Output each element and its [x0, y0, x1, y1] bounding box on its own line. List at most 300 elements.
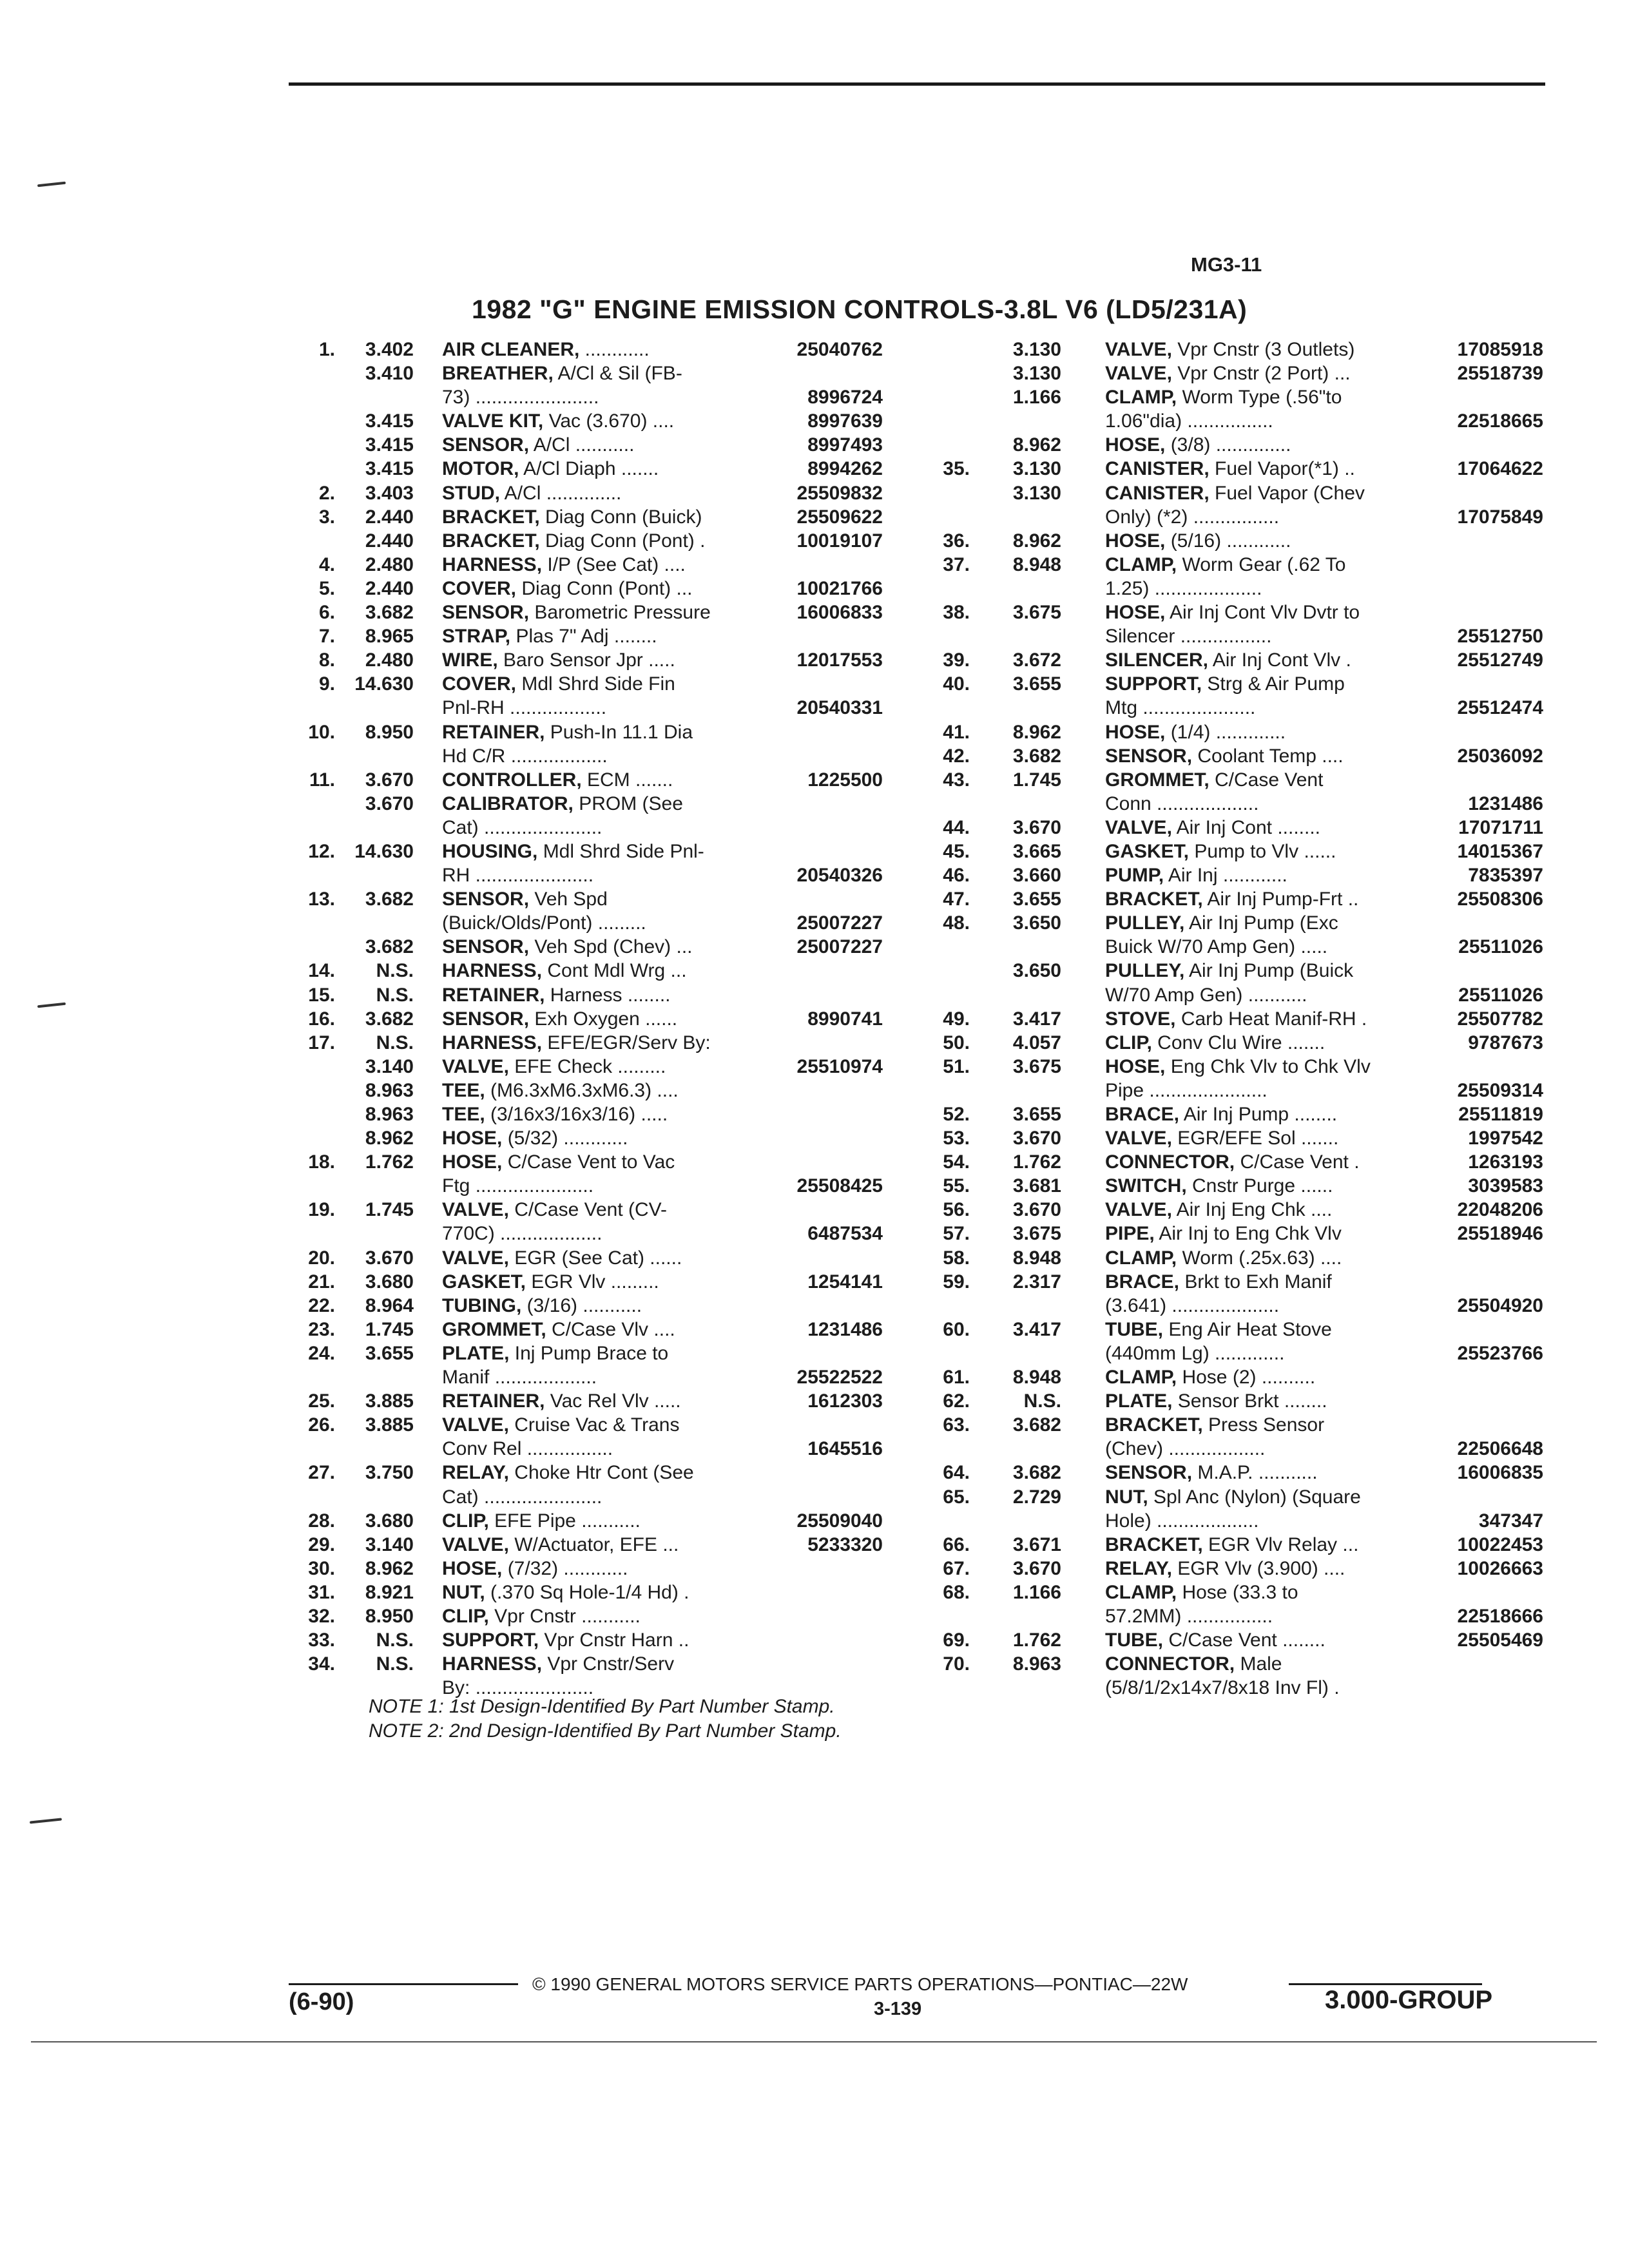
- part-number: 25512749: [1457, 649, 1543, 671]
- parts-row: [976, 505, 1543, 529]
- leader-dots: .....: [1295, 936, 1328, 958]
- parts-row: [342, 744, 896, 768]
- part-spec: Hd C/R: [442, 745, 506, 767]
- part-description: [442, 935, 693, 959]
- group-number: 3.660: [1012, 865, 1061, 887]
- part-description: [1105, 1246, 1342, 1270]
- item-number: 40.: [943, 673, 970, 695]
- part-description: [442, 361, 682, 385]
- part-spec: Mdl Shrd Side Pnl-: [537, 840, 704, 862]
- parts-row: [943, 601, 1530, 624]
- group-number: 8.948: [1012, 1247, 1061, 1269]
- leader-dots: ........: [1289, 1104, 1338, 1125]
- part-number: 20540331: [796, 697, 883, 719]
- part-description: [1105, 361, 1351, 385]
- part-spec: (5/8/1/2x14x7/8x18 Inv Fl): [1105, 1677, 1329, 1699]
- leader-dots: ............: [1221, 530, 1291, 552]
- parts-row: [943, 1557, 1543, 1581]
- item-number: 64.: [943, 1462, 970, 1484]
- part-spec: EGR Vlv Relay: [1202, 1533, 1338, 1555]
- part-spec: Mtg: [1105, 697, 1138, 719]
- part-description: [442, 433, 634, 457]
- part-name: WIRE,: [442, 649, 498, 671]
- item-number: 49.: [943, 1008, 970, 1030]
- parts-row: [943, 840, 1543, 863]
- item-number: 3.: [318, 506, 335, 528]
- part-spec: Veh Spd (Chev): [529, 936, 671, 958]
- part-spec: Conv Rel: [442, 1438, 522, 1460]
- part-description: [1105, 1031, 1325, 1055]
- parts-row: [342, 911, 896, 935]
- leader-dots: ........: [1271, 816, 1320, 838]
- parts-row: [342, 696, 896, 720]
- part-description: [1105, 553, 1345, 577]
- part-spec: Inj Pump Brace to: [509, 1342, 669, 1364]
- parts-row: [943, 672, 1530, 696]
- parts-row: [308, 1341, 896, 1365]
- part-number: 25508306: [1457, 889, 1543, 910]
- leader-dots: .: [694, 530, 706, 552]
- leader-dots: .........: [592, 912, 646, 934]
- leader-dots: .......: [615, 458, 659, 480]
- group-number: 3.130: [1012, 339, 1061, 360]
- item-number: 36.: [943, 530, 970, 552]
- part-description: [1105, 792, 1258, 816]
- leader-dots: .: [1348, 1151, 1360, 1173]
- part-description: [442, 409, 674, 433]
- part-name: SENSOR,: [1105, 745, 1193, 767]
- leader-dots: .............: [1210, 721, 1286, 743]
- leader-dots: ..................: [1163, 1438, 1266, 1460]
- part-description: [1105, 577, 1262, 601]
- part-spec: (3/16): [521, 1294, 578, 1316]
- part-spec: (Buick/Olds/Pont): [442, 912, 593, 934]
- group-number: 8.962: [1012, 721, 1061, 743]
- part-name: VALVE,: [442, 1533, 509, 1555]
- part-spec: EGR/EFE Sol: [1171, 1128, 1296, 1149]
- part-description: [442, 1198, 667, 1222]
- part-name: GASKET,: [1105, 840, 1190, 862]
- item-number: 65.: [943, 1486, 970, 1508]
- group-number: 3.130: [1012, 363, 1061, 385]
- part-description: [442, 529, 705, 553]
- part-description: [1105, 696, 1255, 720]
- part-spec: (440mm Lg): [1105, 1342, 1210, 1364]
- part-name: CANISTER,: [1105, 482, 1210, 504]
- part-description: [442, 338, 650, 361]
- part-description: [1105, 911, 1338, 935]
- part-spec: (7/32): [502, 1557, 559, 1579]
- group-number: 3.655: [1012, 673, 1061, 695]
- group-number: 8.962: [1012, 434, 1061, 456]
- part-number: 25523766: [1457, 1342, 1543, 1364]
- leader-dots: ...........: [570, 434, 635, 456]
- part-name: SENSOR,: [1105, 1462, 1193, 1484]
- part-name: TEE,: [442, 1079, 485, 1101]
- part-name: GROMMET,: [1105, 769, 1210, 791]
- parts-row: [308, 1604, 896, 1628]
- part-spec: A/Cl & Sil (FB-: [553, 363, 682, 385]
- part-description: [1105, 1509, 1258, 1533]
- part-description: [442, 1557, 628, 1581]
- part-number: 25509622: [796, 506, 883, 528]
- leader-dots: ........: [1277, 1629, 1325, 1651]
- part-description: [1105, 433, 1291, 457]
- part-description: [442, 768, 673, 792]
- item-number: 26.: [308, 1414, 335, 1436]
- leader-dots: ..: [1338, 458, 1355, 480]
- parts-row: [943, 1533, 1543, 1557]
- part-name: BRACKET,: [442, 530, 540, 552]
- group-number: 3.682: [365, 602, 414, 624]
- item-number: 21.: [308, 1271, 335, 1293]
- leader-dots: .........: [605, 1271, 659, 1293]
- part-number: 9787673: [1468, 1032, 1543, 1053]
- part-name: BRACKET,: [1105, 1533, 1203, 1555]
- leader-dots: ............: [1217, 865, 1287, 887]
- leader-dots: .: [678, 1581, 689, 1603]
- group-number: 3.680: [365, 1271, 414, 1293]
- leader-dots: .......: [1282, 1032, 1325, 1053]
- group-number: 3.670: [1012, 1128, 1061, 1149]
- leader-dots: ................: [1181, 1605, 1273, 1627]
- part-spec: 770C): [442, 1223, 495, 1245]
- parts-row: [943, 1389, 1530, 1413]
- part-number: 25512474: [1457, 697, 1543, 719]
- part-name: HOSE,: [442, 1557, 503, 1579]
- parts-row: [318, 338, 896, 361]
- part-name: HOUSING,: [442, 840, 538, 862]
- group-number: 8.964: [365, 1294, 414, 1316]
- group-number: 3.670: [1012, 1199, 1061, 1221]
- part-spec: Silencer: [1105, 626, 1175, 648]
- item-number: 68.: [943, 1581, 970, 1603]
- part-spec: Air Inj to Eng Chk Vlv: [1154, 1223, 1342, 1245]
- part-name: BRACE,: [1105, 1104, 1180, 1125]
- part-description: [442, 1007, 677, 1031]
- parts-row: [943, 1652, 1530, 1676]
- leader-dots: ...: [671, 577, 693, 599]
- part-description: [442, 1174, 593, 1198]
- part-name: HOSE,: [1105, 1055, 1166, 1077]
- item-number: 50.: [943, 1032, 970, 1053]
- leader-dots: ...................: [1151, 1510, 1259, 1532]
- parts-row: [943, 1628, 1543, 1652]
- parts-row: [943, 457, 1543, 481]
- part-number: 8990741: [807, 1008, 883, 1030]
- part-description: [1105, 409, 1273, 433]
- part-name: BRACKET,: [1105, 1414, 1203, 1436]
- part-spec: A/Cl: [500, 482, 541, 504]
- part-spec: Pump to Vlv: [1189, 840, 1299, 862]
- parts-row: [308, 1413, 896, 1437]
- part-description: [1105, 457, 1355, 481]
- parts-row: [976, 1509, 1543, 1533]
- part-spec: C/Case Vent (CV-: [508, 1199, 668, 1221]
- item-number: 17.: [308, 1032, 335, 1053]
- part-description: [1105, 648, 1351, 672]
- part-name: PLATE,: [442, 1342, 510, 1364]
- parts-row: [342, 385, 896, 409]
- part-description: [442, 1652, 674, 1676]
- group-number: 3.675: [1012, 1223, 1061, 1245]
- part-number: 25507782: [1457, 1008, 1543, 1030]
- parts-row: [976, 433, 1530, 457]
- part-description: [1105, 1126, 1338, 1150]
- item-number: 56.: [943, 1199, 970, 1221]
- part-name: HARNESS,: [442, 1032, 543, 1053]
- leader-dots: .....................: [1137, 697, 1256, 719]
- part-spec: C/Case Vent: [1235, 1151, 1349, 1173]
- part-spec: Press Sensor: [1202, 1414, 1325, 1436]
- group-number: 3.140: [365, 1533, 414, 1555]
- parts-row: [308, 1652, 896, 1676]
- parts-row: [342, 1485, 896, 1509]
- leader-dots: .: [1328, 1677, 1340, 1699]
- parts-row: [976, 1604, 1543, 1628]
- part-name: BREATHER,: [442, 363, 554, 385]
- part-name: HARNESS,: [442, 1653, 543, 1675]
- part-name: COVER,: [442, 673, 517, 695]
- part-name: STRAP,: [442, 626, 511, 648]
- item-number: 18.: [308, 1151, 335, 1173]
- parts-row: [943, 1031, 1543, 1055]
- part-description: [442, 696, 606, 720]
- item-number: 15.: [308, 984, 335, 1006]
- part-number: 8997493: [807, 434, 883, 456]
- parts-row: [976, 385, 1530, 409]
- group-number: 1.745: [365, 1199, 414, 1221]
- parts-row: [308, 1581, 896, 1604]
- part-spec: C/Case Vlv: [546, 1318, 649, 1340]
- leader-dots: ..............: [541, 482, 622, 504]
- parts-row: [308, 1318, 896, 1341]
- parts-row: [318, 505, 896, 529]
- parts-row: [943, 768, 1530, 792]
- scan-mark: [30, 1818, 62, 1823]
- part-spec: Baro Sensor Jpr: [497, 649, 643, 671]
- part-number: 22506648: [1457, 1438, 1543, 1460]
- item-number: 32.: [308, 1605, 335, 1627]
- part-name: VALVE,: [1105, 816, 1172, 838]
- part-spec: Mdl Shrd Side Fin: [516, 673, 675, 695]
- group-number: 8.963: [365, 1104, 414, 1125]
- part-name: SENSOR,: [442, 434, 530, 456]
- part-description: [442, 481, 621, 505]
- parts-row: [943, 816, 1543, 840]
- item-number: 69.: [943, 1629, 970, 1651]
- parts-row: [308, 1533, 896, 1557]
- leader-dots: ..: [1342, 889, 1359, 910]
- group-number: 1.745: [365, 1318, 414, 1340]
- part-spec: Cat): [442, 816, 479, 838]
- part-number: 25511026: [1458, 936, 1543, 958]
- part-name: VALVE,: [442, 1055, 509, 1077]
- part-spec: 73): [442, 387, 470, 408]
- group-number: 3.682: [365, 1008, 414, 1030]
- group-number: 3.682: [365, 889, 414, 910]
- part-name: VALVE,: [1105, 363, 1172, 385]
- part-number: 25510974: [796, 1055, 883, 1077]
- group-number: 3.672: [1012, 649, 1061, 671]
- leader-dots: ....: [1316, 745, 1344, 767]
- group-number: 3.415: [365, 410, 414, 432]
- part-spec: Barometric Pressure: [529, 602, 711, 624]
- part-name: SUPPORT,: [442, 1629, 539, 1651]
- part-number: 25007227: [796, 936, 883, 958]
- part-description: [442, 577, 693, 601]
- part-description: [1105, 1676, 1340, 1700]
- part-name: TEE,: [442, 1104, 485, 1125]
- group-number: 3.682: [1012, 1462, 1061, 1484]
- group-number: N.S.: [376, 1629, 414, 1651]
- part-description: [442, 1581, 689, 1604]
- leader-dots: ...: [1337, 1533, 1359, 1555]
- parts-row: [342, 433, 896, 457]
- group-number: 3.670: [1012, 816, 1061, 838]
- parts-row: [943, 1055, 1530, 1079]
- part-number: 3039583: [1468, 1175, 1543, 1197]
- part-description: [442, 887, 608, 911]
- parts-row: [342, 409, 896, 433]
- item-number: 29.: [308, 1533, 335, 1555]
- part-description: [442, 816, 602, 840]
- group-number: 3.403: [365, 482, 414, 504]
- parts-row: [943, 1222, 1543, 1245]
- leader-dots: ....: [651, 1079, 679, 1101]
- leader-dots: ...........: [575, 1510, 641, 1532]
- group-number: 3.650: [1012, 912, 1061, 934]
- item-number: 38.: [943, 602, 970, 624]
- group-number: 4.057: [1012, 1032, 1061, 1053]
- part-name: HARNESS,: [442, 960, 543, 982]
- part-number: 1645516: [807, 1438, 883, 1460]
- parts-row: [342, 457, 896, 481]
- part-description: [442, 1628, 689, 1652]
- part-name: COVER,: [442, 577, 517, 599]
- leader-dots: ...: [665, 960, 687, 982]
- group-number: 2.440: [365, 530, 414, 552]
- leader-dots: ..........: [1256, 1367, 1316, 1389]
- leader-dots: ............: [558, 1557, 628, 1579]
- part-spec: M.A.P.: [1192, 1462, 1253, 1484]
- part-number: 25036092: [1457, 745, 1543, 767]
- part-spec: EFE Pipe: [488, 1510, 576, 1532]
- item-number: 10.: [308, 721, 335, 743]
- part-name: SILENCER,: [1105, 649, 1209, 671]
- part-description: [1105, 1294, 1279, 1318]
- part-description: [442, 553, 686, 577]
- parts-row: [318, 601, 896, 624]
- group-number: 14.630: [354, 840, 414, 862]
- part-spec: Air Inj Cont: [1171, 816, 1272, 838]
- part-spec: Vpr Cnstr/Serv: [542, 1653, 675, 1675]
- part-description: [442, 648, 675, 672]
- part-description: [442, 1461, 694, 1485]
- part-number: 25522522: [796, 1367, 883, 1389]
- group-number: 3.750: [365, 1462, 414, 1484]
- group-number: 2.440: [365, 577, 414, 599]
- part-name: RETAINER,: [442, 984, 545, 1006]
- leader-dots: ......: [1298, 840, 1336, 862]
- part-description: [442, 1604, 641, 1628]
- group-number: 14.630: [354, 673, 414, 695]
- part-number: 22048206: [1457, 1199, 1543, 1221]
- item-number: 37.: [943, 553, 970, 575]
- item-number: 13.: [308, 889, 335, 910]
- part-description: [1105, 1007, 1367, 1031]
- item-number: 12.: [308, 840, 335, 862]
- part-description: [1105, 959, 1353, 983]
- part-name: AIR CLEANER,: [442, 339, 580, 360]
- group-number: 8.962: [365, 1128, 414, 1149]
- part-spec: Conn: [1105, 793, 1152, 814]
- part-description: [1105, 1652, 1282, 1676]
- part-spec: Plas 7" Adj: [510, 626, 609, 648]
- part-number: 1997542: [1468, 1128, 1543, 1149]
- item-number: 7.: [318, 626, 335, 648]
- part-description: [1105, 1174, 1333, 1198]
- part-name: MOTOR,: [442, 458, 519, 480]
- parts-row: [943, 863, 1543, 887]
- item-number: 5.: [318, 577, 335, 599]
- item-number: 9.: [318, 673, 335, 695]
- part-description: [1105, 1365, 1315, 1389]
- part-name: HOSE,: [1105, 602, 1166, 624]
- part-description: [1105, 840, 1336, 863]
- parts-row: [943, 1318, 1530, 1341]
- group-number: 8.921: [365, 1581, 414, 1603]
- item-number: 53.: [943, 1128, 970, 1149]
- part-description: [442, 1365, 597, 1389]
- group-number: 8.962: [1012, 530, 1061, 552]
- part-spec: Eng Air Heat Stove: [1163, 1318, 1332, 1340]
- part-spec: (3/8): [1165, 434, 1211, 456]
- part-number: 10019107: [796, 530, 883, 552]
- parts-row: [976, 1079, 1543, 1102]
- parts-row: [342, 1079, 896, 1102]
- part-description: [1105, 1461, 1318, 1485]
- leader-dots: ......: [639, 1008, 678, 1030]
- leader-dots: .....: [648, 1390, 681, 1412]
- part-spec: ECM: [581, 769, 630, 791]
- parts-row: [943, 1413, 1530, 1437]
- part-spec: Cnstr Purge: [1186, 1175, 1296, 1197]
- part-description: [1105, 935, 1327, 959]
- part-spec: Air Inj Pump-Frt: [1202, 889, 1343, 910]
- part-description: [1105, 768, 1323, 792]
- item-number: 6.: [318, 602, 335, 624]
- leader-dots: .......: [630, 769, 673, 791]
- part-spec: 1.06"dia): [1105, 410, 1182, 432]
- group-number: 2.729: [1012, 1486, 1061, 1508]
- part-spec: Cont Mdl Wrg: [542, 960, 666, 982]
- parts-row: [943, 529, 1530, 553]
- part-name: SWITCH,: [1105, 1175, 1187, 1197]
- part-number: 25509832: [796, 482, 883, 504]
- part-number: 10026663: [1457, 1557, 1543, 1579]
- part-description: [442, 1150, 675, 1174]
- part-description: [1105, 1270, 1332, 1294]
- group-number: 3.415: [365, 458, 414, 480]
- part-description: [442, 983, 671, 1007]
- parts-row: [342, 1126, 896, 1150]
- parts-row: [943, 1581, 1530, 1604]
- part-name: CONNECTOR,: [1105, 1653, 1235, 1675]
- part-description: [442, 1341, 668, 1365]
- parts-row: [309, 768, 896, 792]
- group-number: 3.670: [365, 793, 414, 814]
